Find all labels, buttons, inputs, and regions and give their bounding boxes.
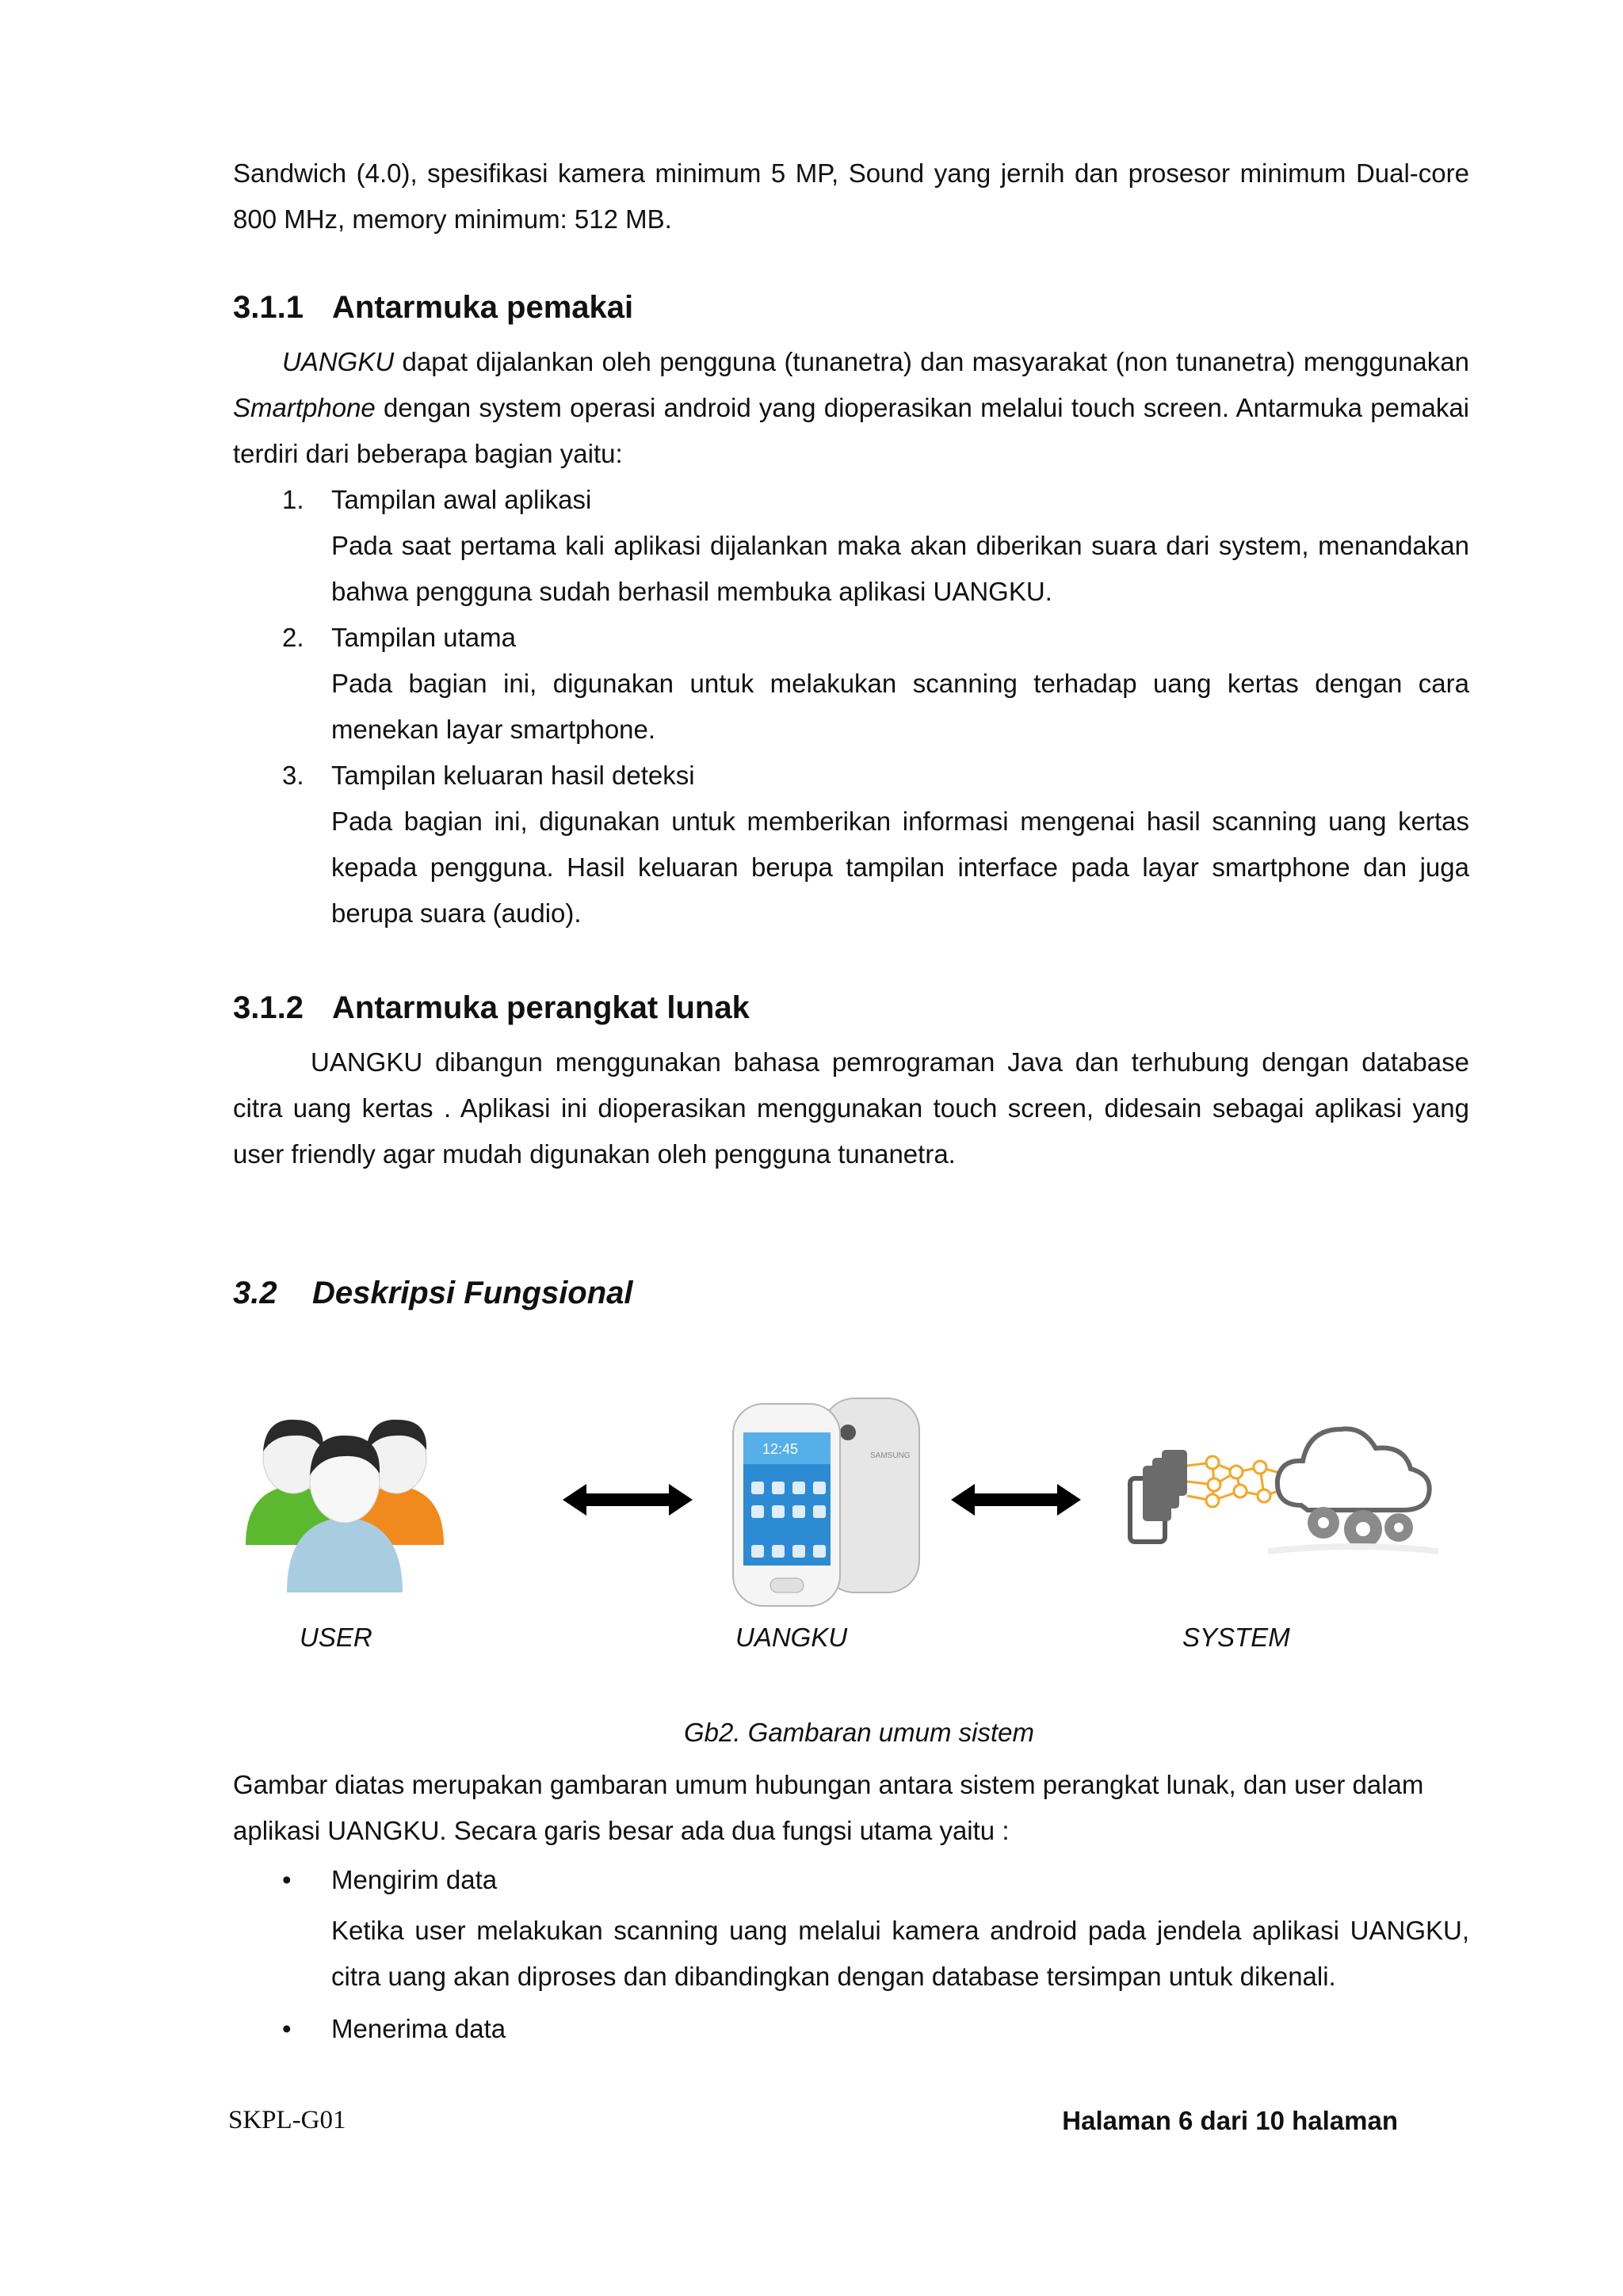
- intro-paragraph: Sandwich (4.0), spesifikasi kamera minimum 5 MP, Sound yang jernih dan prosesor minimum Dual-core 800 MHz, memory minimum: 512 MB.: [233, 158, 1469, 234]
- list-item: • Menerima data: [282, 2014, 506, 2043]
- list-item-title: Menerima data: [331, 2014, 506, 2043]
- section-heading-3-2: [233, 1276, 633, 1311]
- section-title: Deskripsi Fungsional: [312, 1276, 633, 1310]
- cloud-system-icon: [1125, 1402, 1442, 1569]
- function-bullet-list: [233, 1857, 1469, 2052]
- footer-page-info: Halaman 6 dari 10 halaman: [1062, 2106, 1398, 2135]
- section-3-1-1-paragraph: UANGKU dapat dijalankan oleh pengguna (tunanetra) dan masyarakat (non tunanetra) menggunakan Smartphone dengan system operasi android yang dioperasikan melalui touch screen. Antarmuka pemakai terdiri dari beberapa bagian yaitu:: [233, 347, 1469, 468]
- list-item: 1. Tampilan awal aplikasi Pada saat pertama kali aplikasi dijalankan maka akan diberikan suara dari system, menandakan bahwa pengguna sudah berhasil membuka aplikasi UANGKU.: [233, 477, 1469, 615]
- list-item-description: Pada bagian ini, digunakan untuk memberikan informasi mengenai hasil scanning uang kertas kepada pengguna. Hasil keluaran berupa tampilan interface pada layar smartphone dan juga berupa suara (audio).: [331, 807, 1469, 928]
- list-item-description: Ketika user melakukan scanning uang melalui kamera android pada jendela aplikasi UANGKU, citra uang akan diproses dan dibandingkan dengan database tersimpan untuk dikenali.: [331, 1916, 1469, 1991]
- list-item-description: Pada saat pertama kali aplikasi dijalankan maka akan diberikan suara dari system, menandakan bahwa pengguna sudah berhasil membuka aplikasi UANGKU.: [331, 531, 1469, 606]
- section-number: 3.1.1: [233, 290, 304, 325]
- smartphone-icon: [729, 1394, 927, 1608]
- list-item: • Mengirim data Ketika user melakukan scanning uang melalui kamera android pada jendela aplikasi UANGKU, citra uang akan diproses dan dibandingkan dengan database tersimpan untuk dikenali.: [233, 1857, 1469, 2000]
- bidirectional-arrow-icon: [951, 1480, 1081, 1520]
- section-number: 3.1.2: [233, 990, 304, 1025]
- list-item-title: Mengirim data: [331, 1865, 498, 1894]
- section-3-1-2-paragraph: UANGKU dibangun menggunakan bahasa pemrograman Java dan terhubung dengan database citra uang kertas . Aplikasi ini dioperasikan menggunakan touch screen, didesain sebagai aplikasi yang user friendly agar mudah digunakan oleh pengguna tunanetra.: [233, 1047, 1469, 1169]
- list-item-description: Pada bagian ini, digunakan untuk melakukan scanning terhadap uang kertas dengan cara menekan layar smartphone.: [331, 669, 1469, 744]
- section-title: Antarmuka perangkat lunak: [332, 990, 750, 1025]
- list-item: 3. Tampilan keluaran hasil deteksi Pada bagian ini, digunakan untuk memberikan informasi mengenai hasil scanning uang kertas kepada pengguna. Hasil keluaran berupa tampilan interface pada layar smartphone dan juga berupa suara (audio).: [233, 753, 1469, 936]
- user-group-icon: [238, 1402, 452, 1592]
- section-title: Antarmuka pemakai: [332, 290, 634, 325]
- figure-label-app: UANGKU: [735, 1623, 848, 1652]
- section-heading-3-1-1: [233, 290, 633, 326]
- section-number: 3.2: [233, 1276, 277, 1310]
- after-figure-paragraph: Gambar diatas merupakan gambaran umum hubungan antara sistem perangkat lunak, dan user dalam aplikasi UANGKU. Secara garis besar ada dua fungsi utama yaitu :: [233, 1770, 1424, 1845]
- list-item-title: Tampilan keluaran hasil deteksi: [331, 761, 695, 790]
- interface-list: [233, 477, 1469, 936]
- section-heading-3-1-2: [233, 990, 750, 1026]
- svg-text:12:45: 12:45: [762, 1441, 799, 1457]
- list-item-title: Tampilan utama: [331, 623, 516, 652]
- bidirectional-arrow-icon: [563, 1480, 693, 1520]
- list-item-title: Tampilan awal aplikasi: [331, 485, 592, 514]
- footer-doc-code: SKPL-G01: [228, 2106, 346, 2134]
- figure-caption: Gb2. Gambaran umum sistem: [684, 1718, 1034, 1747]
- figure-label-system: SYSTEM: [1182, 1623, 1290, 1652]
- svg-text:SAMSUNG: SAMSUNG: [870, 1451, 911, 1460]
- list-item: 2. Tampilan utama Pada bagian ini, digunakan untuk melakukan scanning terhadap uang kertas dengan cara menekan layar smartphone.: [233, 615, 1469, 753]
- figure-label-user: USER: [300, 1623, 372, 1652]
